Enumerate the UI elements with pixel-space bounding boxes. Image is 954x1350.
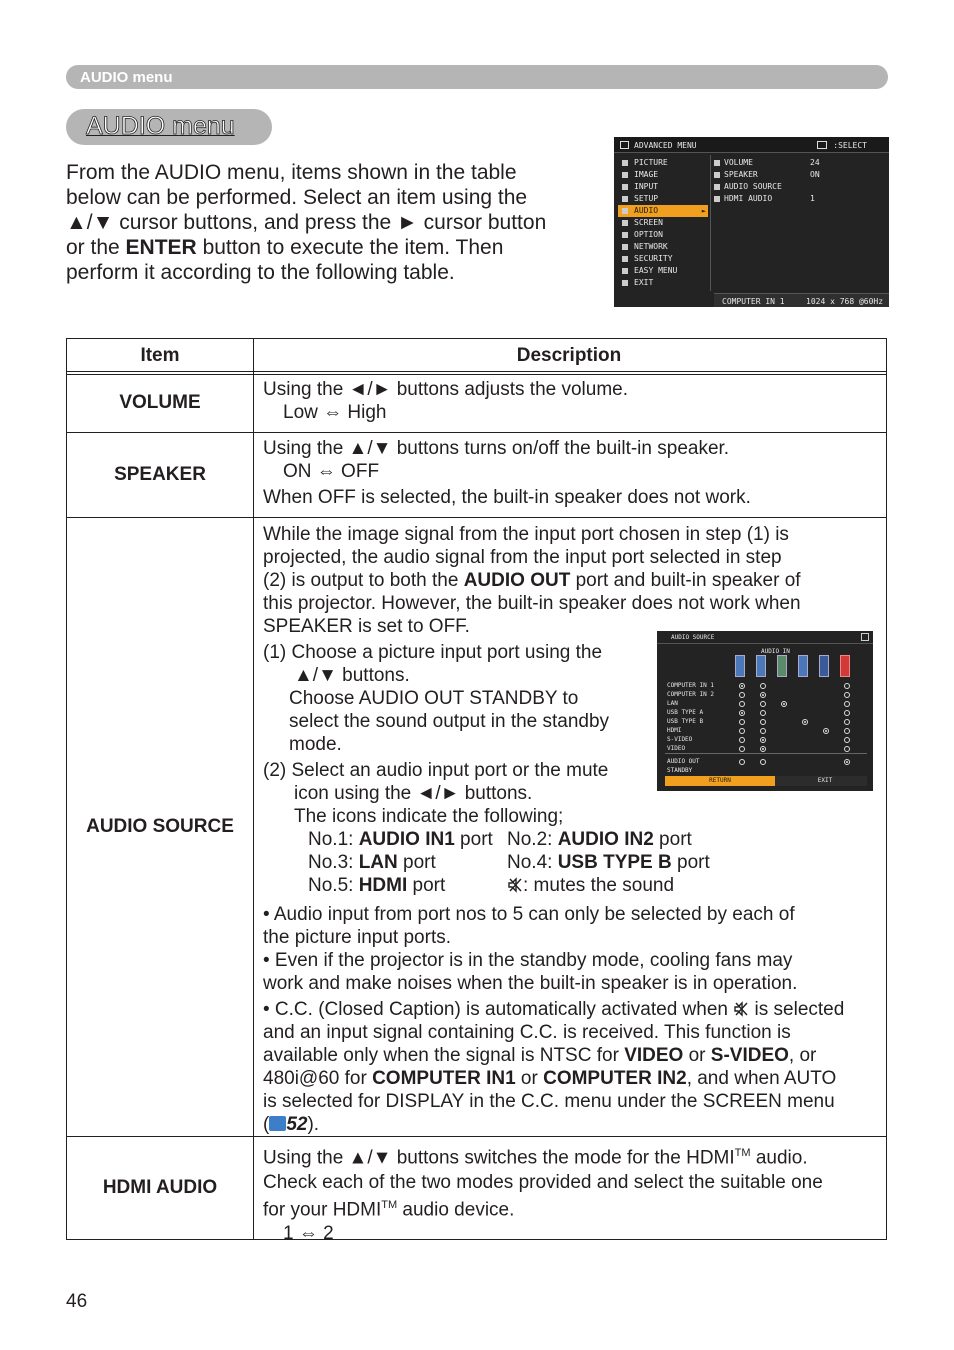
osd-footer-input: COMPUTER IN 1: [722, 297, 785, 306]
osd-divider: [665, 753, 867, 754]
desc-line: When OFF is selected, the built-in speaker does not work.: [263, 487, 751, 508]
source-row-label: LAN: [667, 700, 678, 707]
osd-setting-row: [714, 193, 884, 205]
desc-line: this projector. However, the built-in speaker does not work when: [263, 593, 801, 614]
osd-setting-label: HDMI AUDIO: [724, 194, 773, 203]
osd-menu-item-label: SCREEN: [634, 218, 663, 227]
desc-line: (1) Choose a picture input port using the: [263, 642, 603, 663]
video-term: VIDEO: [624, 1045, 684, 1066]
computer-in1-term: COMPUTER IN1: [372, 1068, 516, 1089]
radio-dot: [760, 728, 766, 734]
text-run: port: [454, 829, 493, 850]
row-divider: [67, 1136, 886, 1137]
note-line: [263, 1044, 881, 1067]
advanced-menu-screenshot: [614, 137, 889, 307]
osd-menu-item-label: IMAGE: [634, 170, 659, 179]
radio-dot: [760, 692, 766, 698]
text-run: port: [653, 829, 692, 850]
note-line: • Even if the projector is in the standby mode, cooling fans may: [263, 950, 793, 971]
osd-menu-item: [618, 181, 708, 193]
radio-dot: [844, 737, 850, 743]
option-icon: [622, 232, 628, 238]
desc-line: [263, 1142, 881, 1169]
page-number: 46: [66, 1291, 88, 1312]
network-icon: [622, 244, 628, 250]
mute-description: : mutes the sound: [523, 875, 675, 896]
audio-in1-icon: [735, 655, 745, 677]
osd-menu-list: [618, 157, 708, 289]
note-line: • Audio input from port nos to 5 can only be selected by each of: [263, 904, 795, 925]
radio-dot: [844, 728, 850, 734]
osd-setting-row: [714, 169, 884, 181]
audio-source-header: [657, 631, 873, 644]
radio-dot: [739, 759, 745, 765]
intro-line: [66, 235, 596, 260]
text-run: or: [515, 1068, 544, 1089]
text-run: 480i@60 for: [263, 1068, 373, 1089]
radio-dot: [760, 710, 766, 716]
text-run: port: [397, 852, 436, 873]
port-name: HDMI: [358, 875, 408, 896]
text-run: No.5:: [308, 875, 359, 896]
text-run: , and when AUTO: [686, 1068, 837, 1089]
header-double-rule: [67, 371, 886, 375]
radio-dot: [760, 719, 766, 725]
osd-divider: [710, 155, 711, 291]
osd-menu-item-label: SETUP: [634, 194, 659, 203]
note-line: the picture input ports.: [263, 927, 451, 948]
text-run: available only when the signal is NTSC for: [263, 1045, 625, 1066]
port-list-row: [263, 828, 881, 851]
text-run: Using the ▲/▼ buttons switches the mode for the HDMI: [263, 1147, 735, 1169]
port-entry: [507, 828, 807, 851]
osd-menu-item: [618, 217, 708, 229]
radio-dot: [739, 710, 745, 716]
port-name: AUDIO IN1: [358, 829, 455, 850]
row-desc-audio-source: [263, 523, 881, 1136]
note-line: is selected for DISPLAY in the C.C. menu under the SCREEN menu: [263, 1091, 835, 1112]
intro-line: From the AUDIO menu, items shown in the table: [66, 161, 517, 184]
osd-menu-item-label: INPUT: [634, 182, 659, 191]
osd-menu-item-label: SECURITY: [634, 254, 673, 263]
desc-line: (2) Select an audio input port or the mute: [263, 760, 609, 781]
hdmi-audio-icon: [714, 196, 720, 202]
book-icon: [269, 1116, 286, 1131]
audio-source-screenshot: [657, 631, 873, 791]
radio-dot: [781, 701, 787, 707]
row-item-hdmi-audio: HDMI AUDIO: [102, 1177, 218, 1198]
osd-menu-item: [618, 265, 708, 277]
row-item-volume: VOLUME: [119, 392, 201, 413]
desc-line: ▲/▼ buttons.: [294, 665, 410, 686]
source-row-label: COMPUTER IN 1: [667, 682, 714, 689]
standby-row-label: AUDIO OUT: [667, 758, 700, 765]
radio-dot: [844, 692, 850, 698]
osd-footer-signal: 1024 x 768 @60Hz: [806, 297, 884, 306]
image-icon: [622, 172, 628, 178]
osd-setting-row: [714, 157, 884, 169]
osd-menu-item-label: NETWORK: [634, 242, 668, 251]
audio-in2-icon: [756, 655, 766, 677]
computer-in2-term: COMPUTER IN2: [543, 1068, 687, 1089]
desc-line: icon using the ◄/► buttons.: [294, 783, 533, 804]
radio-dot: [802, 719, 808, 725]
desc-line: Low ⇔ High: [283, 402, 387, 423]
desc-line: Using the ▲/▼ buttons turns on/off the built-in speaker.: [263, 438, 730, 459]
osd-title: ADVANCED MENU: [634, 141, 697, 150]
hdmi-icon: [819, 655, 829, 677]
radio-dot: [823, 728, 829, 734]
page-reference-link[interactable]: 52: [286, 1114, 308, 1135]
osd-menu-item-label: EXIT: [634, 278, 654, 287]
text-run: port and built-in speaker of: [570, 570, 801, 591]
lan-icon: [777, 655, 787, 677]
osd-setting-label: AUDIO SOURCE: [724, 182, 782, 191]
text-run: port: [671, 852, 710, 873]
osd-audio-settings: [714, 157, 884, 205]
desc-line: The icons indicate the following;: [294, 806, 564, 827]
radio-dot: [844, 701, 850, 707]
intro-line: ▲/▼ cursor buttons, and press the ► cursor button: [66, 211, 547, 234]
s-video-term: S-VIDEO: [710, 1045, 789, 1066]
note-line: and an input signal containing C.C. is received. This function is: [263, 1022, 791, 1043]
text-run: is selected: [749, 999, 845, 1020]
mute-icon: [733, 1001, 749, 1017]
volume-icon: [714, 160, 720, 166]
port-entry: [263, 851, 507, 874]
security-icon: [622, 256, 628, 262]
row-item-audio-source: AUDIO SOURCE: [86, 816, 234, 837]
desc-line: mode.: [289, 734, 342, 755]
desc-line: While the image signal from the input port chosen in step (1) is: [263, 524, 789, 545]
port-name: LAN: [358, 852, 398, 873]
text-run: No.4:: [507, 852, 558, 873]
osd-menu-item: [618, 229, 708, 241]
radio-dot: [844, 746, 850, 752]
osd-menu-item-label: EASY MENU: [634, 266, 678, 275]
osd-menu-item: [618, 241, 708, 253]
audio-source-icon: [714, 184, 720, 190]
text-run: or: [683, 1045, 711, 1066]
text-run: audio device.: [397, 1199, 515, 1221]
row-desc-speaker: [263, 437, 881, 509]
chevron-right-icon: ►: [701, 207, 706, 215]
radio-dot: [760, 683, 766, 689]
osd-menu-item-selected: [618, 205, 708, 217]
text-run: ).: [307, 1114, 320, 1135]
text-run: port: [407, 875, 446, 896]
desc-line: SPEAKER is set to OFF.: [263, 616, 470, 637]
row-desc-hdmi-audio: [263, 1142, 881, 1245]
mute-icon: [840, 655, 850, 677]
port-entry: [263, 828, 507, 851]
note-line: [263, 1067, 881, 1090]
audio-out-term: AUDIO OUT: [463, 570, 571, 591]
audio-source-title: AUDIO SOURCE: [671, 634, 715, 641]
usb-type-b-icon: [798, 655, 808, 677]
osd-select-hint: :SELECT: [833, 141, 867, 150]
text-run: for your HDMI: [263, 1199, 382, 1221]
speaker-icon: [714, 172, 720, 178]
trademark-mark: TM: [734, 1147, 751, 1159]
page-title: AUDIO menu: [86, 112, 235, 140]
close-icon: [861, 633, 869, 641]
osd-setting-value: 1: [810, 194, 815, 203]
radio-dot: [844, 710, 850, 716]
radio-dot: [739, 683, 745, 689]
port-list-row: [263, 851, 881, 874]
port-entry: [507, 851, 807, 874]
osd-menu-item: [618, 253, 708, 265]
osd-setting-label: VOLUME: [724, 158, 753, 167]
osd-setting-value: 24: [810, 158, 820, 167]
port-name: USB TYPE B: [557, 852, 672, 873]
osd-menu-item: [618, 169, 708, 181]
text-run: • C.C. (Closed Caption) is automatically activated when: [263, 999, 734, 1020]
radio-dot: [739, 701, 745, 707]
desc-line: ON ⇔ OFF: [283, 461, 380, 482]
desc-line: [263, 1194, 881, 1221]
osd-header: [614, 137, 889, 153]
osd-menu-item-label: OPTION: [634, 230, 663, 239]
row-item-speaker: SPEAKER: [114, 464, 206, 485]
mute-icon: [507, 877, 523, 893]
text-run: audio.: [750, 1147, 808, 1169]
radio-dot: [760, 701, 766, 707]
osd-menu-item: [618, 157, 708, 169]
desc-line: projected, the audio signal from the input port selected in step: [263, 547, 782, 568]
intro-line: perform it according to the following table.: [66, 261, 455, 284]
audio-in-label: AUDIO IN: [761, 648, 790, 655]
desc-line: 1 ⇔ 2: [283, 1222, 334, 1244]
note-line: [263, 998, 881, 1021]
osd-footer: [714, 293, 889, 307]
intro-text-run: or the: [66, 236, 126, 259]
desc-line: Check each of the two modes provided and select the suitable one: [263, 1172, 823, 1194]
select-icon: [817, 141, 827, 149]
table-column-divider: [253, 339, 254, 1239]
osd-menu-item: [618, 193, 708, 205]
text-run: (: [263, 1114, 270, 1135]
source-row-label: USB TYPE B: [667, 718, 704, 725]
desc-line: Choose AUDIO OUT STANDBY to: [289, 688, 579, 709]
source-row-label: USB TYPE A: [667, 709, 704, 716]
row-divider: [67, 432, 886, 433]
osd-menu-item-label: AUDIO: [634, 206, 659, 215]
radio-dot: [760, 759, 766, 765]
port-name: AUDIO IN2: [557, 829, 654, 850]
osd-button-bar: [665, 776, 867, 786]
trademark-mark: TM: [381, 1199, 398, 1212]
radio-dot: [844, 759, 850, 765]
row-desc-volume: [263, 378, 881, 424]
radio-dot: [844, 719, 850, 725]
row-divider: [67, 517, 886, 518]
note-line: work and make noises when the built-in speaker is in operation.: [263, 973, 798, 994]
port-entry: [507, 874, 807, 897]
radio-dot: [739, 719, 745, 725]
radio-dot: [739, 737, 745, 743]
note-line: [263, 1113, 881, 1136]
text-run: (2) is output to both the: [263, 570, 464, 591]
intro-text: [66, 160, 596, 285]
desc-line: [263, 569, 881, 592]
osd-setting-row: [714, 181, 884, 193]
radio-dot: [844, 683, 850, 689]
return-button: RETURN: [665, 776, 775, 786]
radio-dot: [760, 737, 766, 743]
radio-dot: [739, 692, 745, 698]
desc-line: select the sound output in the standby: [289, 711, 610, 732]
source-row-label: HDMI: [667, 727, 682, 734]
source-row-label: S-VIDEO: [667, 736, 693, 743]
osd-setting-value: ON: [810, 170, 820, 179]
menu-icon: [620, 141, 629, 149]
exit-button: EXIT: [817, 777, 833, 784]
exit-icon: [622, 280, 628, 286]
section-header-label: AUDIO menu: [80, 69, 173, 86]
osd-menu-item: [618, 277, 708, 289]
enter-button-term: ENTER: [125, 236, 197, 259]
port-list-row: [263, 874, 881, 897]
text-run: No.1:: [308, 829, 359, 850]
text-run: , or: [788, 1045, 817, 1066]
input-icon: [622, 184, 628, 190]
section-header-bar: [66, 65, 888, 89]
intro-text-run: button to execute the item. Then: [196, 236, 504, 259]
source-row-label: VIDEO: [667, 745, 686, 752]
source-row-label: COMPUTER IN 2: [667, 691, 714, 698]
radio-dot: [739, 746, 745, 752]
easy-menu-icon: [622, 268, 628, 274]
column-header-description: Description: [516, 345, 622, 366]
intro-line: below can be performed. Select an item using the: [66, 186, 528, 209]
picture-icon: [622, 160, 628, 166]
screen-icon: [622, 220, 628, 226]
audio-icon: [622, 208, 628, 214]
setup-icon: [622, 196, 628, 202]
radio-dot: [760, 746, 766, 752]
radio-dot: [739, 728, 745, 734]
osd-setting-label: SPEAKER: [724, 170, 758, 179]
page-title-pill: [66, 109, 272, 145]
text-run: No.2:: [507, 829, 558, 850]
text-run: No.3:: [308, 852, 359, 873]
desc-line: Using the ◄/► buttons adjusts the volume.: [263, 379, 629, 400]
osd-menu-item-label: PICTURE: [634, 158, 668, 167]
column-header-item: Item: [140, 345, 180, 366]
standby-row-label: STANDBY: [667, 767, 693, 774]
port-entry: [263, 874, 507, 897]
